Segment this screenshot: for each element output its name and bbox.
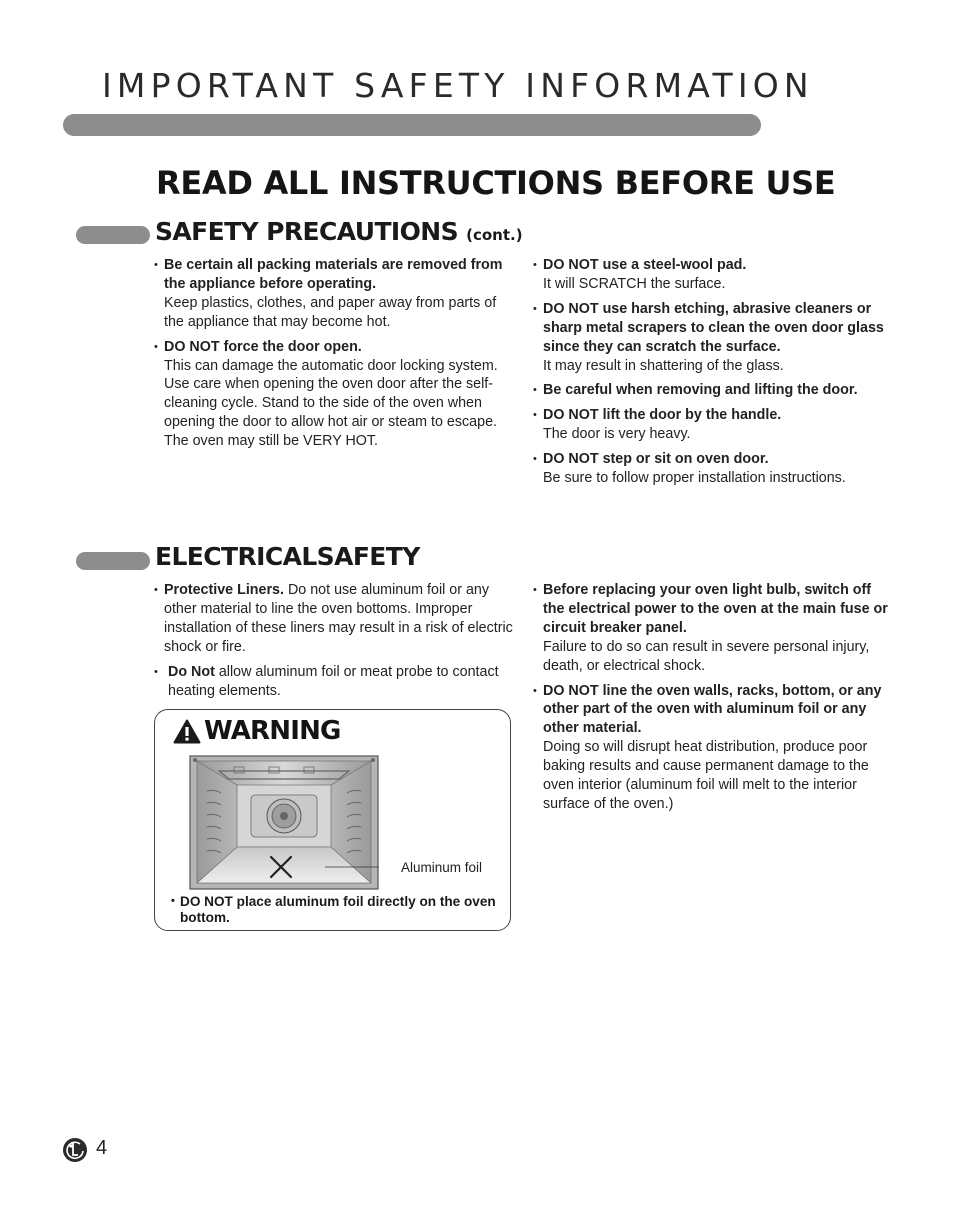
oven-interior-illustration bbox=[189, 755, 379, 890]
item-text: Doing so will disrupt heat distribution, produce poor baking results and cause permanent damage to the oven interior (aluminum foil will melt to the interior surface of the oven.) bbox=[543, 739, 869, 812]
svg-text:LG: LG bbox=[75, 1163, 77, 1164]
main-heading: READ ALL INSTRUCTIONS BEFORE USE bbox=[156, 164, 836, 202]
item-text: Keep plastics, clothes, and paper away from parts of the appliance that may become hot. bbox=[164, 294, 497, 330]
item-text: It will SCRATCH the surface. bbox=[543, 275, 726, 292]
item-bold: • DO NOT lift the door by the handle. bbox=[543, 407, 782, 424]
item-bold: • Be careful when removing and lifting the door. bbox=[543, 382, 858, 399]
list-item bbox=[154, 663, 516, 701]
warning-title bbox=[173, 716, 341, 746]
safety-precautions-left-column bbox=[154, 256, 516, 457]
list-item bbox=[533, 300, 895, 376]
list-item bbox=[533, 406, 895, 444]
item-bold: Protective Liners. bbox=[164, 582, 284, 598]
electrical-safety-left-column bbox=[154, 581, 516, 706]
warning-box bbox=[154, 709, 511, 931]
list-item bbox=[533, 256, 895, 294]
item-bold: • DO NOT step or sit on oven door. bbox=[543, 451, 769, 468]
safety-precautions-title: SAFETY PRECAUTIONS bbox=[155, 217, 458, 246]
list-item bbox=[154, 338, 516, 451]
warning-note: • DO NOT place aluminum foil directly on the oven bottom. bbox=[171, 894, 510, 925]
item-text: The door is very heavy. bbox=[543, 426, 691, 443]
safety-precautions-cont: (cont.) bbox=[466, 226, 523, 244]
item-text: Be sure to follow proper installation instructions. bbox=[543, 470, 846, 487]
page-number: 4 bbox=[96, 1137, 108, 1159]
list-item bbox=[533, 381, 895, 400]
list-item bbox=[154, 256, 516, 332]
list-item bbox=[533, 450, 895, 488]
page-title: IMPORTANT SAFETY INFORMATION bbox=[102, 66, 814, 105]
electrical-safety-heading: ELECTRICALSAFETY bbox=[155, 542, 420, 571]
item-bold: • DO NOT use harsh etching, abrasive cleaners or sharp metal scrapers to clean the oven door glass since they can scratch the surface. bbox=[543, 300, 884, 355]
title-bar bbox=[63, 114, 761, 136]
safety-precautions-heading bbox=[155, 217, 523, 246]
list-item bbox=[154, 581, 516, 657]
item-text: allow aluminum foil or meat probe to contact heating elements. bbox=[168, 663, 499, 699]
lg-logo-icon bbox=[62, 1137, 88, 1163]
list-item bbox=[533, 682, 895, 814]
electrical-safety-right-column bbox=[533, 581, 895, 820]
item-text: Do not use aluminum foil or any other material to line the oven bottoms. Improper installation of these liners may result in a risk of electric shock or fire. bbox=[164, 582, 513, 655]
item-bold: Do Not bbox=[168, 663, 215, 680]
item-bold: • DO NOT use a steel-wool pad. bbox=[543, 257, 747, 273]
safety-precautions-right-column bbox=[533, 256, 895, 494]
item-bold: • Be certain all packing materials are removed from the appliance before operating. bbox=[164, 257, 503, 292]
warning-label: WARNING bbox=[204, 716, 341, 746]
item-bold: • Before replacing your oven light bulb, switch off the electrical power to the oven at the main fuse or circuit breaker panel. bbox=[543, 582, 888, 636]
item-text: It may result in shattering of the glass. bbox=[543, 357, 784, 374]
item-text: Failure to do so can result in severe personal injury, death, or electrical shock. bbox=[543, 638, 870, 674]
warning-triangle-icon bbox=[173, 719, 201, 744]
section-marker-electrical-safety bbox=[76, 552, 150, 570]
item-text: This can damage the automatic door locking system. Use care when opening the oven door after the self-cleaning cycle. Stand to the side of the oven when opening the door to allow hot air or steam to escape. The oven may still be VERY HOT. bbox=[164, 357, 498, 450]
item-bold: • DO NOT line the oven walls, racks, bottom, or any other part of the oven with aluminum foil or any other material. bbox=[543, 682, 882, 737]
section-marker-safety-precautions bbox=[76, 226, 150, 244]
list-item bbox=[533, 581, 895, 676]
item-bold: • DO NOT force the door open. bbox=[164, 338, 362, 355]
aluminum-foil-label: Aluminum foil bbox=[401, 860, 483, 875]
